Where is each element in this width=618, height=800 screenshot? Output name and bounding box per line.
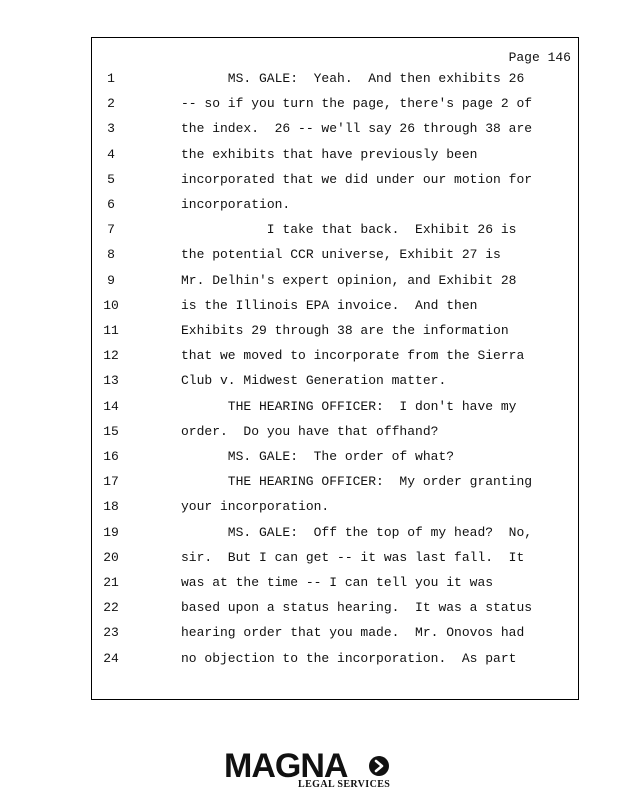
transcript-line bbox=[92, 348, 578, 368]
line-number: 17 bbox=[103, 474, 119, 490]
line-number: 16 bbox=[103, 449, 119, 464]
line-number: 8 bbox=[107, 247, 115, 263]
line-text: incorporated that we did under our motion for bbox=[181, 171, 533, 187]
line-number: 4 bbox=[107, 146, 115, 162]
line-text: incorporation. bbox=[181, 197, 291, 212]
transcript-line bbox=[92, 96, 578, 116]
line-text: no objection to the incorporation. As part bbox=[181, 650, 517, 666]
line-text: MS. GALE: Off the top of my head? No, bbox=[227, 524, 533, 540]
line-text: based upon a status hearing. It was a status bbox=[181, 600, 533, 616]
line-number: 2 bbox=[107, 96, 115, 112]
line-text: I take that back. Exhibit 26 is bbox=[266, 222, 517, 238]
line-number: 5 bbox=[107, 171, 115, 187]
line-text: THE HEARING OFFICER: My order granting bbox=[227, 474, 533, 490]
line-number: 10 bbox=[103, 297, 119, 313]
line-text: MS. GALE: The order of what? bbox=[227, 449, 455, 464]
magna-logo bbox=[224, 748, 404, 794]
transcript-line bbox=[92, 373, 578, 393]
line-text: Club v. Midwest Generation matter. bbox=[181, 373, 447, 389]
line-number: 24 bbox=[103, 650, 119, 666]
line-number: 22 bbox=[103, 600, 119, 616]
transcript-line bbox=[92, 323, 578, 343]
line-number: 18 bbox=[103, 499, 119, 515]
line-text: Mr. Delhin's expert opinion, and Exhibit 28 bbox=[181, 272, 517, 288]
logo-subtitle: LEGAL SERVICES bbox=[298, 779, 391, 790]
line-number: 23 bbox=[103, 625, 119, 641]
transcript-page bbox=[91, 37, 579, 700]
line-number: 11 bbox=[103, 323, 119, 338]
line-text: -- so if you turn the page, there's page 2 of bbox=[181, 96, 533, 112]
line-text: that we moved to incorporate from the Sierra bbox=[181, 348, 525, 364]
transcript-line bbox=[92, 197, 578, 217]
transcript-line bbox=[92, 474, 578, 494]
line-number: 14 bbox=[103, 398, 119, 414]
line-number: 12 bbox=[103, 348, 119, 364]
line-text: the index. 26 -- we'll say 26 through 38 are bbox=[181, 121, 533, 137]
line-number: 9 bbox=[107, 272, 115, 288]
line-text: hearing order that you made. Mr. Onovos had bbox=[181, 625, 525, 641]
line-text: the potential CCR universe, Exhibit 27 is bbox=[181, 247, 501, 263]
transcript-line bbox=[92, 147, 578, 167]
transcript-line bbox=[92, 71, 578, 91]
line-text: your incorporation. bbox=[181, 499, 330, 515]
transcript-line bbox=[92, 575, 578, 595]
transcript-line bbox=[92, 222, 578, 242]
transcript-line bbox=[92, 525, 578, 545]
line-number: 6 bbox=[107, 197, 115, 212]
transcript-line bbox=[92, 449, 578, 469]
line-text: THE HEARING OFFICER: I don't have my bbox=[227, 398, 517, 414]
line-number: 3 bbox=[107, 121, 115, 137]
transcript-line bbox=[92, 247, 578, 267]
arrow-right-circle-icon bbox=[368, 755, 390, 777]
line-number: 19 bbox=[103, 524, 119, 540]
transcript-line bbox=[92, 424, 578, 444]
transcript-line bbox=[92, 651, 578, 671]
line-number: 21 bbox=[103, 575, 119, 590]
transcript-line bbox=[92, 121, 578, 141]
transcript-line bbox=[92, 273, 578, 293]
transcript-line bbox=[92, 550, 578, 570]
line-number: 7 bbox=[107, 222, 115, 238]
line-number: 13 bbox=[103, 373, 119, 389]
transcript-line bbox=[92, 625, 578, 645]
transcript-line bbox=[92, 399, 578, 419]
transcript-line bbox=[92, 172, 578, 192]
line-text: order. Do you have that offhand? bbox=[181, 423, 439, 439]
line-number: 20 bbox=[103, 549, 119, 565]
line-text: is the Illinois EPA invoice. And then bbox=[181, 297, 478, 313]
transcript-line bbox=[92, 600, 578, 620]
transcript-line bbox=[92, 499, 578, 519]
line-text: sir. But I can get -- it was last fall. It bbox=[181, 549, 525, 565]
line-text: MS. GALE: Yeah. And then exhibits 26 bbox=[227, 71, 525, 86]
line-number: 15 bbox=[103, 423, 119, 439]
page-number: Page 146 bbox=[508, 50, 571, 65]
line-text: the exhibits that have previously been bbox=[181, 146, 478, 162]
line-number: 1 bbox=[107, 71, 115, 86]
line-text: Exhibits 29 through 38 are the information bbox=[181, 323, 509, 338]
logo-wordmark: MAGNA bbox=[224, 747, 348, 785]
line-text: was at the time -- I can tell you it was bbox=[181, 575, 494, 590]
transcript-line bbox=[92, 298, 578, 318]
